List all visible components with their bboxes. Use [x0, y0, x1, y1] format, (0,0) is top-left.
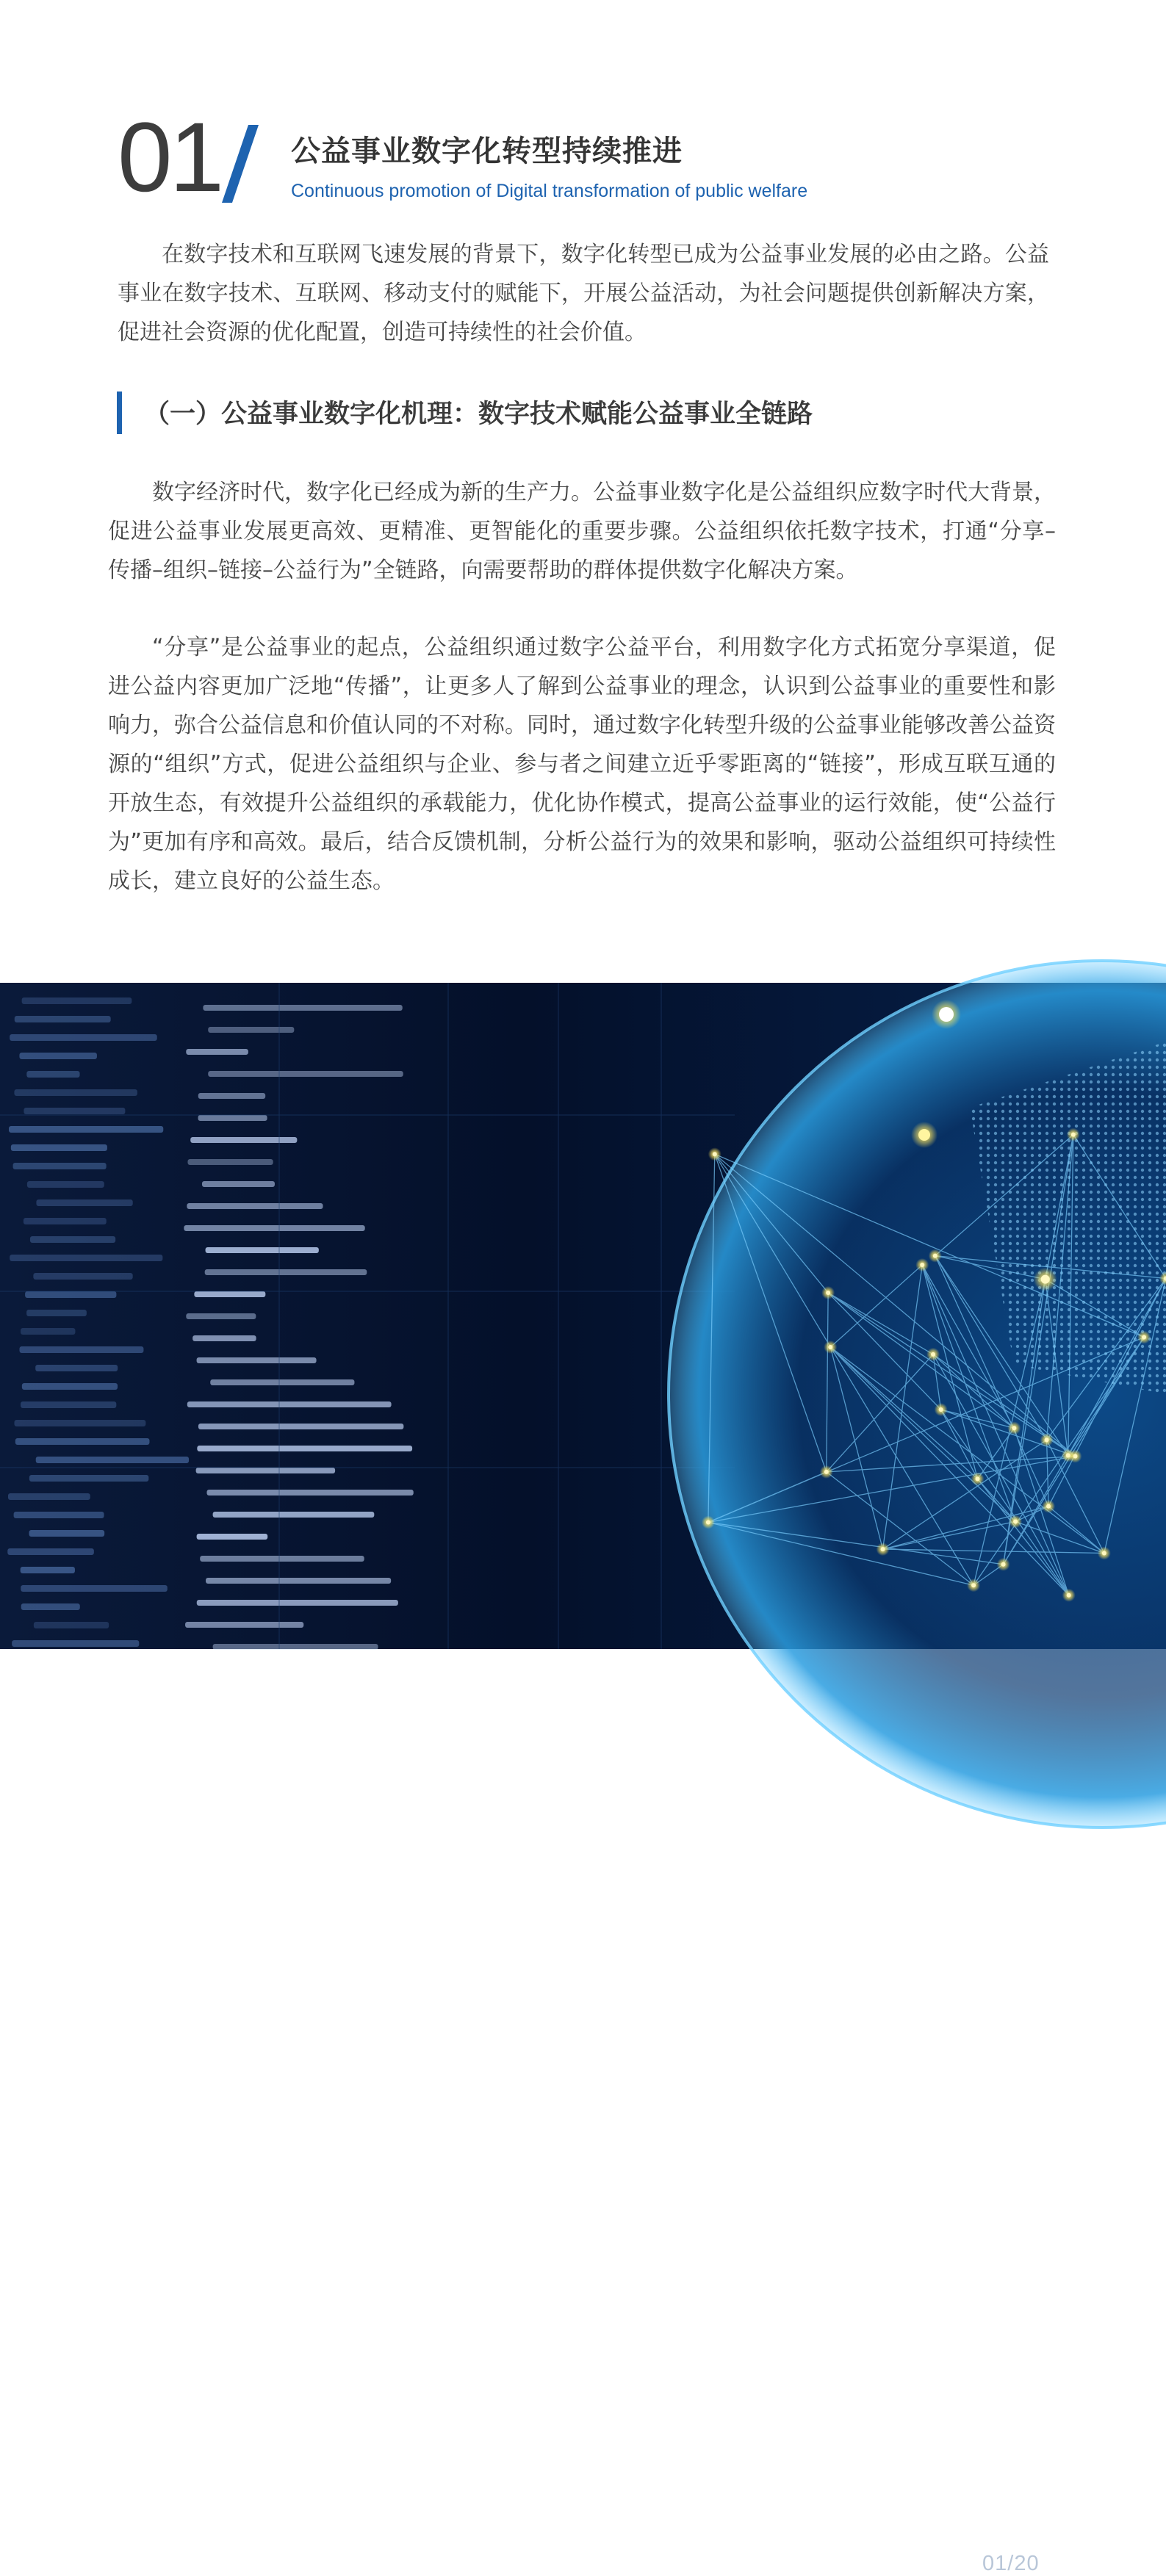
section-accent-bar [117, 392, 122, 434]
hero-image [0, 983, 1166, 2575]
body-paragraph: “分享”是公益事业的起点，公益组织通过数字公益平台，利用数字化方式拓宽分享渠道，促进公益内容更加广泛地“传播”，让更多人了解到公益事业的理念，认识到公益事业的重要性和影响力，弥合公益信息和价值认同的不对称。同时，通过数字化转型升级的公益事业能够改善公益资源的“组织”方式，促进公益组织与企业、参与者之间建立近乎零距离的“链接”，形成互联互通的开放生态，有效提升公益组织的承载能力，优化协作模式，提高公益事业的运行效能，使“公益行为”更加有序和高效。最后，结合反馈机制，分析公益行为的效果和影响，驱动公益组织可持续性成长，建立良好的公益生态。 [108, 635, 1056, 894]
chapter-subtitle: Continuous promotion of Digital transformation of public welfare [291, 181, 808, 201]
section-heading: （一）公益事业数字化机理：数字技术赋能公益事业全链路 [144, 400, 813, 429]
chapter-number: 01 [118, 103, 222, 212]
body-paragraph: 数字经济时代，数字化已经成为新的生产力。公益事业数字化是公益组织应数字时代大背景，促进公益事业发展更高效、更精准、更智能化的重要步骤。公益组织依托数字技术，打通“分享–传播–组织–链接–公益行为”全链路，向需要帮助的群体提供数字化解决方案。 [108, 480, 1056, 583]
digital-globe-illustration [0, 983, 1166, 1649]
page-number: 01/20 [982, 2552, 1040, 2575]
chapter-slash-decoration [220, 125, 264, 206]
intro-paragraph: 在数字技术和互联网飞速发展的背景下，数字化转型已成为公益事业发展的必由之路。公益事业在数字技术、互联网、移动支付的赋能下，开展公益活动，为社会问题提供创新解决方案，促进社会资源的优化配置，创造可持续性的社会价值。 [118, 242, 1049, 345]
chapter-title: 公益事业数字化转型持续推进 [291, 134, 683, 168]
